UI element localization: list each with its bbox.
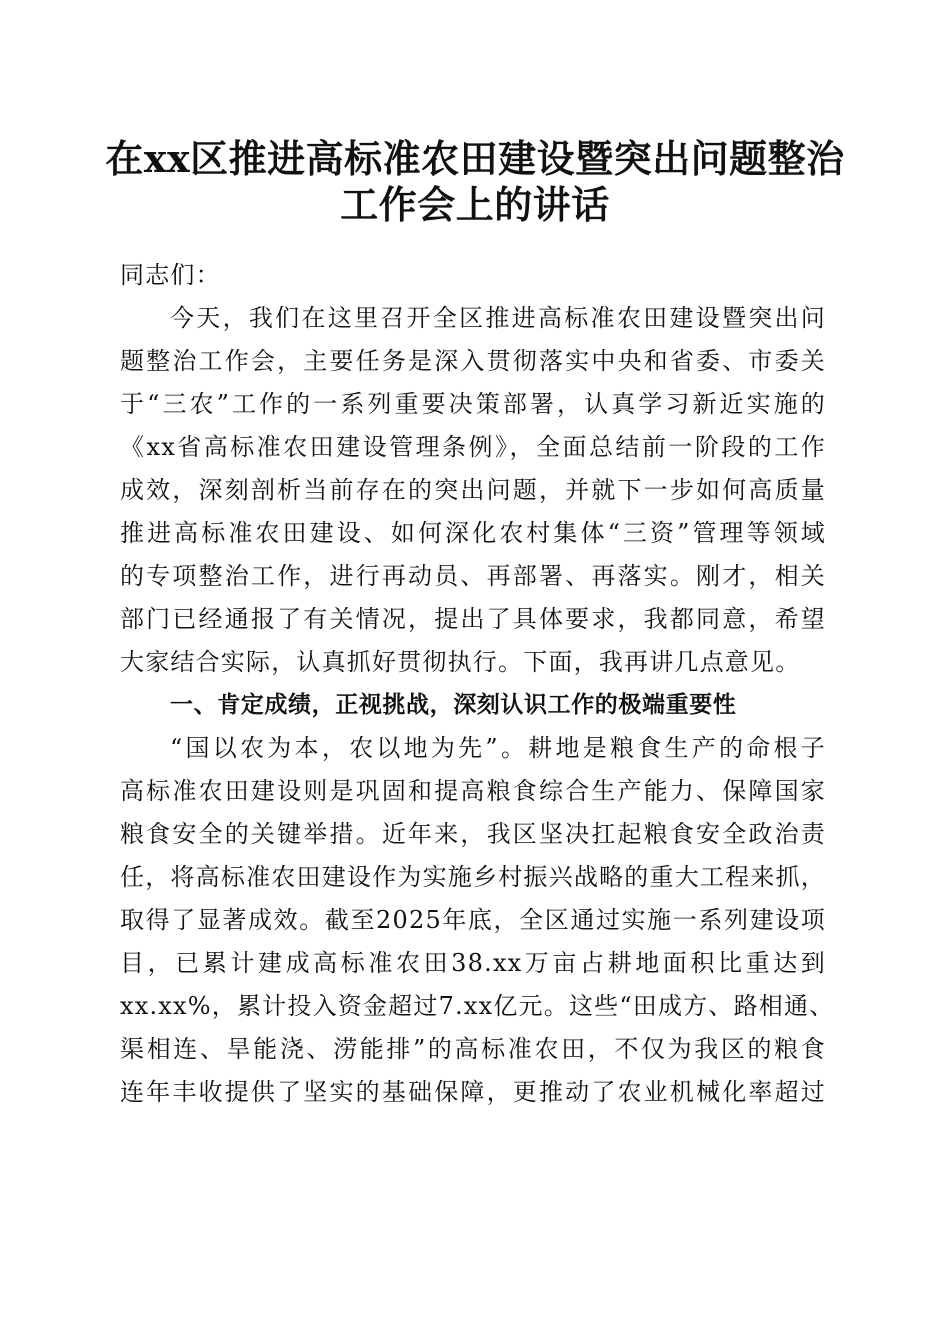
paragraph-1-line: 成效，深刻剖析当前存在的突出问题，并就下一步如何高质量 [120, 476, 826, 504]
document-body [120, 254, 835, 1114]
paragraph-1-line: 推进高标准农田建设、如何深化农村集体“三资”管理等领域 [120, 519, 826, 547]
paragraph-2-line: 连年丰收提供了坚实的基础保障，更推动了农业机械化率超过 [120, 1078, 826, 1106]
paragraph-1-line: 的专项整治工作，进行再动员、再部署、再落实。刚才，相关 [120, 562, 826, 590]
paragraph-1-line: 题整治工作会，主要任务是深入贯彻落实中央和省委、市委关 [120, 347, 826, 375]
paragraph-1-line: 部门已经通报了有关情况，提出了具体要求，我都同意，希望 [120, 605, 826, 633]
paragraph-1-line: 于“三农”工作的一系列重要决策部署，认真学习新近实施的 [120, 390, 826, 418]
paragraph-2-line: 渠相连、旱能浇、涝能排”的高标准农田，不仅为我区的粮食 [120, 1035, 826, 1063]
document-title [80, 136, 870, 228]
paragraph-2-line: xx.xx%，累计投入资金超过7.xx亿元。这些“田成方、路相通、 [120, 992, 835, 1020]
salutation: 同志们： [120, 261, 221, 289]
paragraph-1-line: 《xx省高标准农田建设管理条例》，全面总结前一阶段的工作 [120, 433, 826, 461]
paragraph-2-line: 目，已累计建成高标准农田38.xx万亩占耕地面积比重达到 [120, 949, 826, 977]
paragraph-2-line: 任，将高标准农田建设作为实施乡村振兴战略的重大工程来抓， [120, 863, 826, 891]
paragraph-2-line: 取得了显著成效。截至2025年底，全区通过实施一系列建设项 [120, 906, 826, 934]
paragraph-1-line: 今天，我们在这里召开全区推进高标准农田建设暨突出问 [170, 304, 826, 332]
title-line-2: 工作会上的讲话 [340, 182, 610, 227]
paragraph-1-line: 大家结合实际，认真抓好贯彻执行。下面，我再讲几点意见。 [120, 648, 801, 676]
paragraph-2-line: 粮食安全的关键举措。近年来，我区坚决扛起粮食安全政治责 [120, 820, 826, 848]
paragraph-2-line: “国以农为本，农以地为先”。耕地是粮食生产的命根子 [170, 734, 826, 762]
section-1-heading: 一、肯定成绩，正视挑战，深刻认识工作的极端重要性 [170, 692, 737, 718]
title-line-1: 在xx区推进高标准农田建设暨突出问题整治 [105, 136, 845, 181]
paragraph-2-line: 高标准农田建设则是巩固和提高粮食综合生产能力、保障国家 [120, 777, 826, 805]
